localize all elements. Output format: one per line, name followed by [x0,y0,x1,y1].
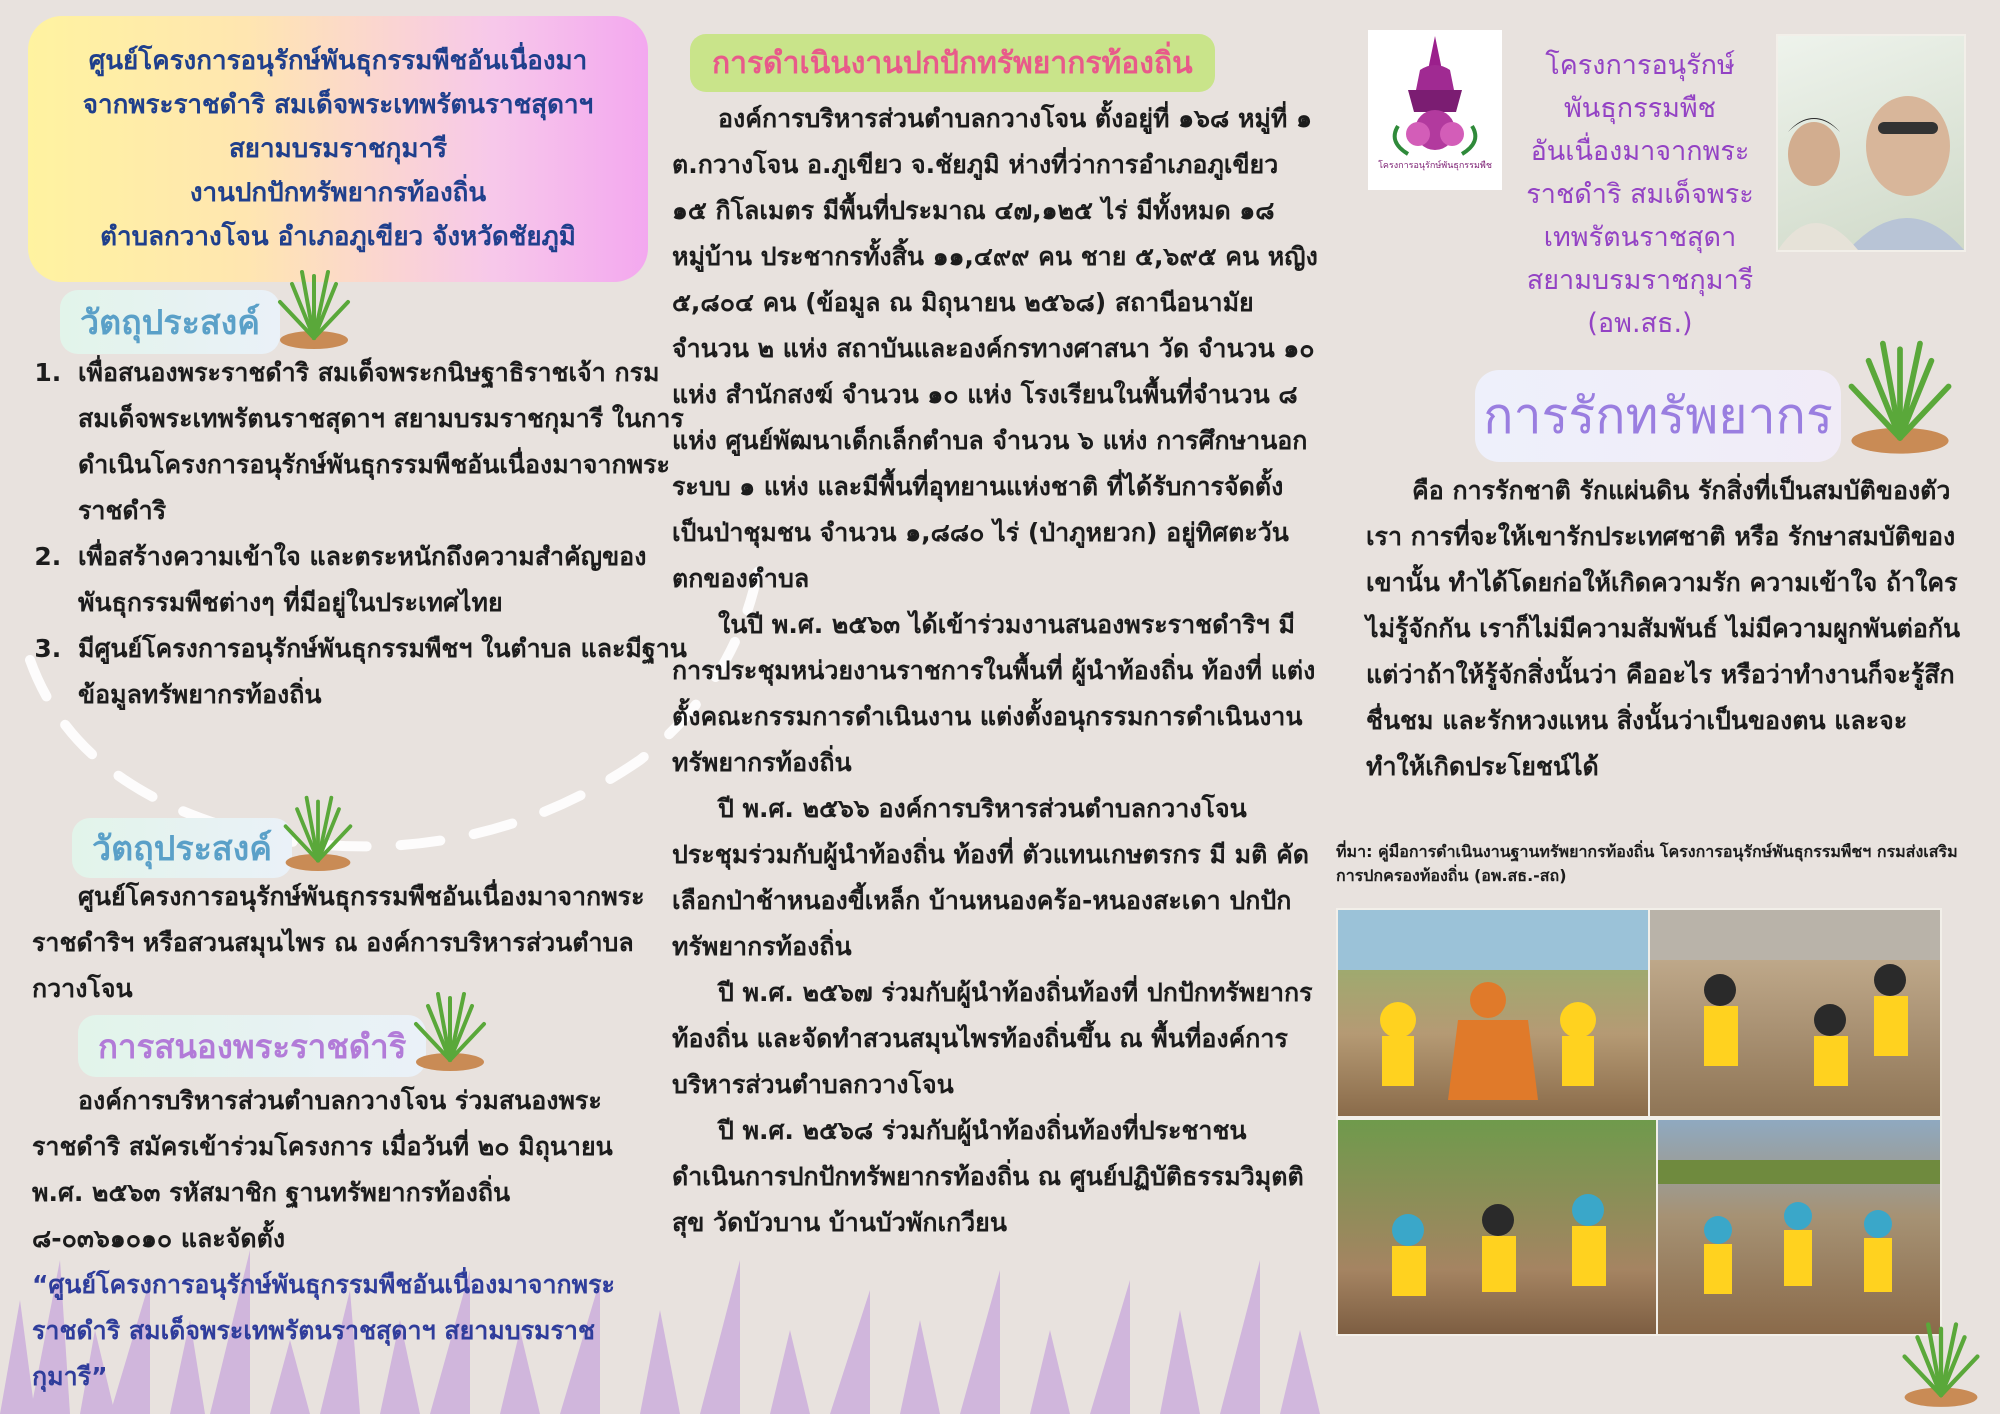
header-title-box [28,16,648,282]
project-name-line: โครงการอนุรักษ์ [1545,50,1735,81]
project-name-line: สยามบรมราชกุมารี [1526,265,1754,296]
header-line: ศูนย์โครงการอนุรักษ์พันธุกรรมพืชอันเนื่องมา [88,46,588,76]
objectives-list [0,350,710,718]
response-text: องค์การบริหารส่วนตำบลกวางโจน ร่วมสนองพระราชดำริ สมัครเข้าร่วมโครงการ เมื่อวันที่ ๒๐ มิถุนายน พ.ศ. ๒๕๖๓ รหัสมาชิก ฐานทรัพยากรท้องถิ่น ๘-๐๓๖๑๐๑๐ และจัดตั้ง [32,1086,613,1253]
grass-tuft-icon [1896,1318,1986,1408]
objective-item: 1. เพื่อสนองพระราชดำริ สมเด็จพระกนิษฐาธิราชเจ้า กรมสมเด็จพระเทพรัตนราชสุดาฯ สยามบรมราชกุมารี ในการดำเนินโครงการอนุรักษ์พันธุกรรมพืชอันเนื่องมาจากพระราชดำริ [70,350,710,534]
project-name-line: ราชดำริ สมเด็จพระ [1526,179,1754,210]
header-line: สยามบรมราชกุมารี [228,134,448,164]
response-heading: การสนองพระราชดำริ [78,1015,426,1077]
source-note: ที่มา: คู่มือการดำเนินงานฐานทรัพยากรท้องถิ่น โครงการอนุรักษ์พันธุกรรมพืชฯ กรมส่งเสริมการปกครองท้องถิ่น (อพ.สธ.-สถ) [1336,842,1958,885]
objectives2-text: ศูนย์โครงการอนุรักษ์พันธุกรรมพืชอันเนื่องมาจากพระราชดำริฯ หรือสวนสมุนไพร ณ องค์การบริหารส่วนตำบลกวางโจน [32,882,645,1003]
response-body [32,1078,657,1400]
grass-tuft-icon [272,266,356,350]
protection-body [672,96,1320,1246]
objectives-heading-2: วัตถุประสงค์ [72,818,292,878]
crown-emblem-icon [1368,30,1502,160]
protection-heading: การดำเนินงานปกปักทรัพยากรท้องถิ่น [690,34,1215,92]
grass-tuft-icon [1840,335,1960,455]
objective-item: 2. เพื่อสร้างความเข้าใจ และตระหนักถึงความสำคัญของพันธุกรรมพืชต่างๆ ที่มีอยู่ในประเทศไทย [70,534,710,626]
project-name [1505,44,1775,345]
grass-tuft-icon [278,792,358,872]
activity-photo-1 [1336,908,1650,1118]
activity-photo-4 [1656,1118,1942,1336]
header-line: ตำบลกวางโจน อำเภอภูเขียว จังหวัดชัยภูมิ [100,222,576,252]
project-name-line: พันธุกรรมพืช [1563,93,1716,124]
header-line: จากพระราชดำริ สมเด็จพระเทพรัตนราชสุดาฯ [82,90,594,120]
protection-paragraph: องค์การบริหารส่วนตำบลกวางโจน ตั้งอยู่ที่ ๑๖๘ หมู่ที่ ๑ ต.กวางโจน อ.ภูเขียว จ.ชัยภูมิ ห่างที่ว่าการอำเภอภูเขียว ๑๕ กิโลเมตร มีพื้นที่ประมาณ ๔๗,๑๒๕ ไร่ มีทั้งหมด ๑๘ หมู่บ้าน ประชากรทั้งสิ้น ๑๑,๔๙๙ คน ชาย ๕,๖๙๕ คน หญิง ๕,๘๐๔ คน (ข้อมูล ณ มิถุนายน ๒๕๖๘) สถานีอนามัยจำนวน ๒ แห่ง สถาบันและองค์กรทางศาสนา วัด จำนวน ๑๐ แห่ง สำนักสงฆ์ จำนวน ๑๐ แห่ง โรงเรียนในพื้นที่จำนวน ๘ แห่ง ศูนย์พัฒนาเด็กเล็กตำบล จำนวน ๖ แห่ง การศึกษานอกระบบ ๑ แห่ง และมีพื้นที่อุทยานแห่งชาติ ที่ได้รับการจัดตั้งเป็นป่าชุมชน จำนวน ๑,๘๘๐ ไร่ (ป่าภูหยวก) อยู่ทิศตะวันตกของตำบล [672,104,1318,593]
activity-photo-3 [1336,1118,1658,1336]
protection-paragraph: ปี พ.ศ. ๒๕๖๘ ร่วมกับผู้นำท้องถิ่นท้องที่ประชาชน ดำเนินการปกปักทรัพยากรท้องถิ่น ณ ศูนย์ปฏิบัติธรรมวิมุตติสุข วัดบัวบาน บ้านบัวพักเกวียน [672,1116,1304,1237]
protection-paragraph: ปี พ.ศ. ๒๕๖๗ ร่วมกับผู้นำท้องถิ่นท้องที่ ปกปักทรัพยากรท้องถิ่น และจัดทำสวนสมุนไพรท้องถิ่นขึ้น ณ พื้นที่องค์การบริหารส่วนตำบลกวางโจน [672,978,1313,1099]
royal-portrait-photo [1776,34,1966,252]
activity-photo-2 [1648,908,1942,1118]
grass-tuft-icon [408,988,492,1072]
objectives-heading: วัตถุประสงค์ [60,290,280,354]
protection-paragraph: ปี พ.ศ. ๒๕๖๖ องค์การบริหารส่วนตำบลกวางโจน ประชุมร่วมกับผู้นำท้องถิ่น ท้องที่ ตัวแทนเกษตรกร มี มติ คัดเลือกป่าช้าหนองขี้เหล็ก บ้านหนองคร้อ-หนองสะเดา ปกปักทรัพยากรท้องถิ่น [672,794,1310,961]
project-name-line: เทพรัตนราชสุดา [1543,222,1737,253]
project-logo [1368,30,1502,190]
header-line: งานปกปักทรัพยากรท้องถิ่น [189,178,487,208]
logo-caption: โครงการอนุรักษ์พันธุกรรมพืช [1378,161,1492,171]
project-name-line: (อพ.สธ.) [1587,308,1693,339]
response-quote: “ศูนย์โครงการอนุรักษ์พันธุกรรมพืชอันเนื่องมาจากพระราชดำริ สมเด็จพระเทพรัตนราชสุดาฯ สยามบรมราชกุมารี” [32,1270,615,1391]
protection-paragraph: ในปี พ.ศ. ๒๕๖๓ ได้เข้าร่วมงานสนองพระราชดำริฯ มีการประชุมหน่วยงานราชการในพื้นที่ ผู้นำท้องถิ่น ท้องที่ แต่งตั้งคณะกรรมการดำเนินงาน แต่งตั้งอนุกรรมการดำเนินงานทรัพยากรท้องถิ่น [672,610,1316,777]
objective-item: 3. มีศูนย์โครงการอนุรักษ์พันธุกรรมพืชฯ ในตำบล และมีฐานข้อมูลทรัพยากรท้องถิ่น [70,626,710,718]
love-resources-heading: การรักทรัพยากร [1475,370,1841,462]
project-name-line: อันเนื่องมาจากพระ [1530,136,1750,167]
love-resources-text: คือ การรักชาติ รักแผ่นดิน รักสิ่งที่เป็นสมบัติของตัวเรา การที่จะให้เขารักประเทศชาติ หรือ รักษาสมบัติของเขานั้น ทำได้โดยก่อให้เกิดความรัก ความเข้าใจ ถ้าใครไม่รู้จักกัน เราก็ไม่มีความสัมพันธ์ ไม่มีความผูกพันต่อกัน แต่ว่าถ้าให้รู้จักสิ่งนั้นว่า คืออะไร หรือว่าทำงานก็จะรู้สึกชื่นชม และรักหวงแหน สิ่งนั้นว่าเป็นของตน และจะทำให้เกิดประโยชน์ได้ [1366,476,1961,781]
